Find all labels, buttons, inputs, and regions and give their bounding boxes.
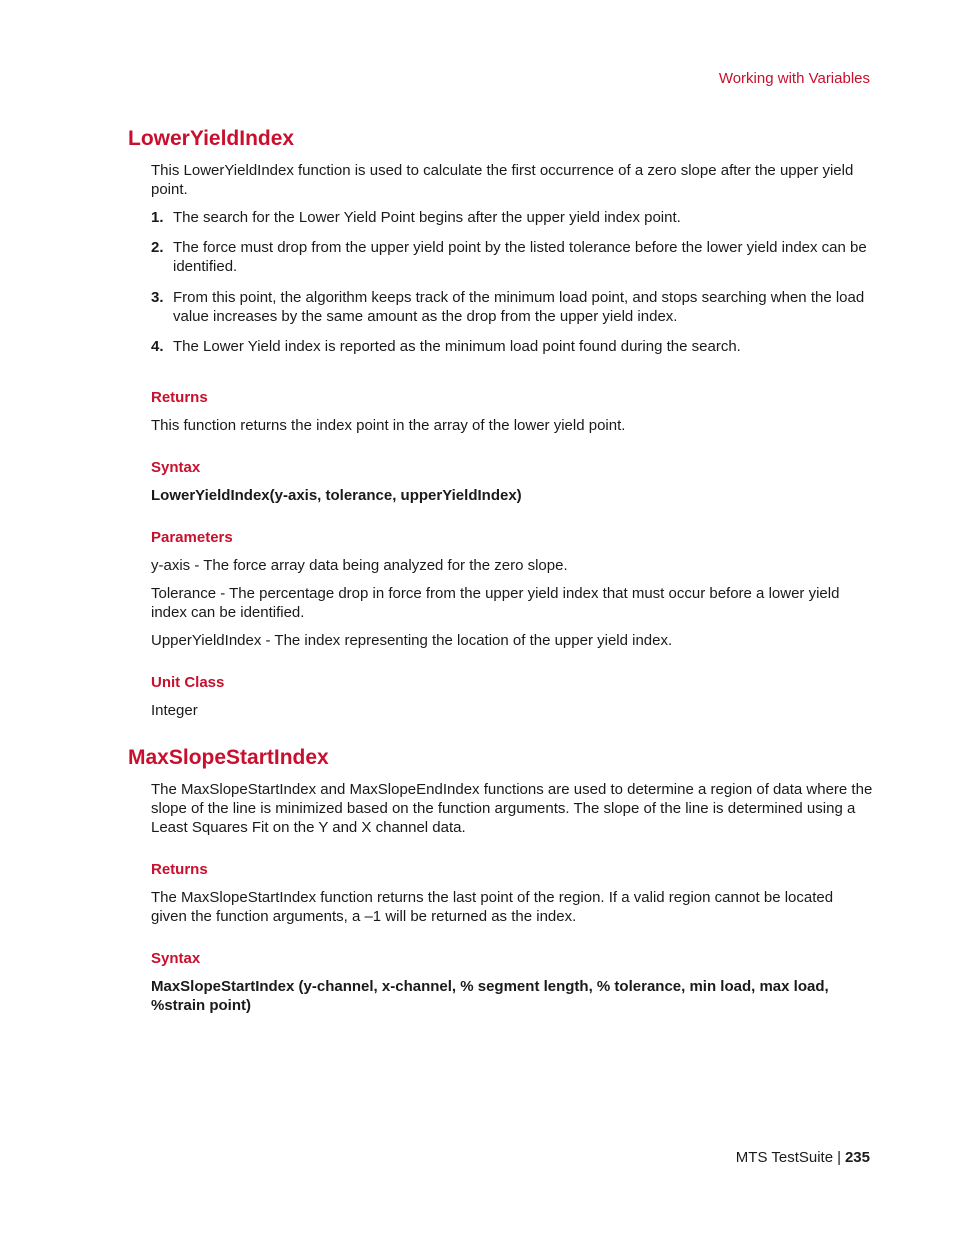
step-number: 4. — [151, 338, 164, 355]
list-item — [151, 238, 873, 276]
section-title-maxslopestartindex: MaxSlopeStartIndex — [128, 746, 329, 769]
parameters-heading: Parameters — [151, 529, 233, 546]
section1-intro: This LowerYieldIndex function is used to calculate the first occurrence of a zero slope after the upper yield point. — [151, 162, 854, 198]
list-item — [151, 288, 873, 326]
parameter-item: y-axis - The force array data being analyzed for the zero slope. — [151, 557, 568, 574]
step-text: From this point, the algorithm keeps track of the minimum load point, and stops searching when the load value increases by the same amount as the drop from the upper yield index. — [173, 289, 865, 325]
list-item — [151, 208, 873, 227]
syntax-text: LowerYieldIndex(y-axis, tolerance, upperYieldIndex) — [151, 487, 522, 504]
returns-heading: Returns — [151, 861, 208, 878]
returns-text: This function returns the index point in the array of the lower yield point. — [151, 417, 626, 434]
unit-class-heading: Unit Class — [151, 674, 225, 691]
step-number: 1. — [151, 209, 164, 226]
parameter-item: Tolerance - The percentage drop in force from the upper yield index that must occur before a lower yield index can be identified. — [151, 585, 840, 621]
footer-product: MTS TestSuite — [735, 1149, 834, 1166]
step-text: The force must drop from the upper yield point by the listed tolerance before the lower yield index can be identified. — [173, 239, 867, 275]
page-footer — [736, 1149, 870, 1166]
step-number: 3. — [151, 289, 164, 306]
page-number: 235 — [844, 1149, 870, 1166]
returns-heading: Returns — [151, 389, 208, 406]
section2-intro: The MaxSlopeStartIndex and MaxSlopeEndIndex functions are used to determine a region of data where the slope of the line is minimized based on the function arguments. The slope of the line is determined using a Least Squares Fit on the Y and X channel data. — [151, 781, 873, 836]
parameter-item: UpperYieldIndex - The index representing the location of the upper yield index. — [151, 632, 673, 649]
step-text: The search for the Lower Yield Point begins after the upper yield index point. — [173, 209, 681, 226]
syntax-heading: Syntax — [151, 950, 201, 967]
list-item — [151, 337, 873, 356]
footer-separator: | — [837, 1149, 841, 1166]
step-text: The Lower Yield index is reported as the minimum load point found during the search. — [173, 338, 741, 355]
returns-text: The MaxSlopeStartIndex function returns the last point of the region. If a valid region cannot be located given the function arguments, a –1 will be returned as the index. — [151, 889, 834, 925]
section-title-loweryieldindex: LowerYieldIndex — [128, 127, 295, 150]
unit-class-text: Integer — [151, 702, 198, 719]
running-header: Working with Variables — [718, 70, 870, 87]
syntax-text: MaxSlopeStartIndex (y-channel, x-channel, % segment length, % tolerance, min load, max load, %strain point) — [151, 978, 829, 1014]
syntax-heading: Syntax — [151, 459, 201, 476]
step-number: 2. — [151, 239, 164, 256]
